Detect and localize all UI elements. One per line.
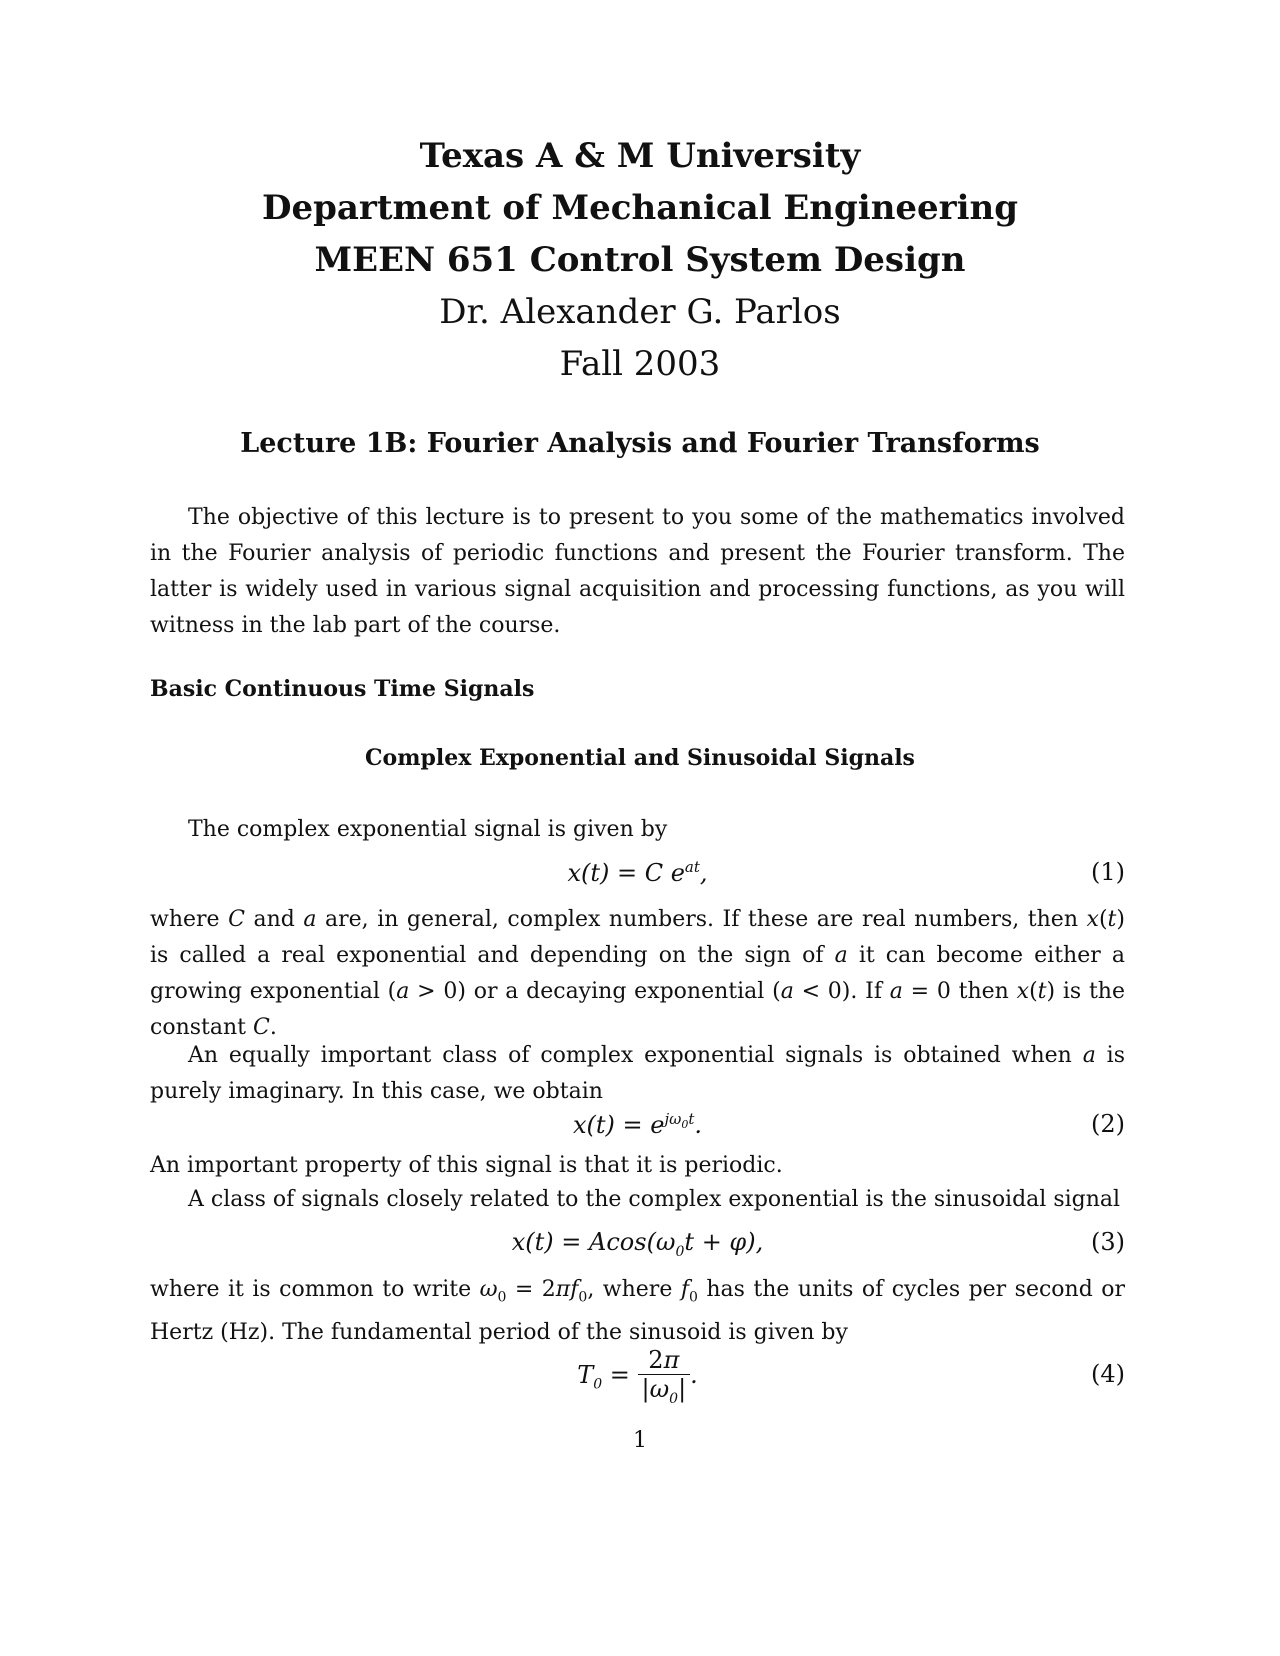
equation-4: $T_0$ = $\frac{2\pi}{|\omega_0|}$ . (4) xyxy=(577,1346,1125,1407)
equation-3: $x(t) = Acos(\omega_0t + \varphi)$, (3) xyxy=(511,1228,1125,1260)
department-title: Department of Mechanical Engineering xyxy=(261,188,1019,228)
paragraph-3: An equally important class of complex exponential signals is obtained when a is purely imaginary. In this case, we obtain xyxy=(150,1043,1125,1104)
paragraph-5: A class of signals closely related to the complex exponential is the sinusoidal signal xyxy=(188,1187,1121,1212)
paragraph-1: The complex exponential signal is given by xyxy=(188,817,668,842)
equation-4-number: (4) xyxy=(1091,1360,1125,1388)
lecture-title: Lecture 1B: Fourier Analysis and Fourier Transforms xyxy=(240,428,1040,459)
equation-2-number: (2) xyxy=(1091,1110,1125,1138)
section-title: Basic Continuous Time Signals xyxy=(150,676,535,702)
term: Fall 2003 xyxy=(559,344,721,384)
equation-1-number: (1) xyxy=(1091,858,1125,886)
paragraph-2: where C and a are, in general, complex numbers. If these are real numbers, then x(t) is called a real exponential and depending on the sign of a it can become either a growing exponential (a > 0) or a decaying exponential (a < 0). If a = 0 then x(t) is the constant C. xyxy=(150,907,1125,1040)
paragraph-6: where it is common to write $\omega_0 = 2\pi f_0$, where $f_0$ has the units of cycles per second or Hertz (Hz). The fundamental period of the sinusoid is given by xyxy=(150,1277,1126,1346)
equation-2: $x(t) = e^{j\omega_0t}$. (2) xyxy=(572,1110,1125,1139)
course-title: MEEN 651 Control System Design xyxy=(314,240,966,280)
paragraph-4: An important property of this signal is that it is periodic. xyxy=(150,1153,783,1178)
instructor-name: Dr. Alexander G. Parlos xyxy=(439,292,841,332)
page-number: 1 xyxy=(633,1428,647,1453)
subsection-title: Complex Exponential and Sinusoidal Signals xyxy=(365,745,915,771)
university-title: Texas A & M University xyxy=(419,136,861,176)
equation-1: x(t) = C $e^{at}$, (1) xyxy=(567,858,1125,887)
equation-3-number: (3) xyxy=(1091,1228,1125,1256)
intro-paragraph: The objective of this lecture is to present to you some of the mathematics involved in the Fourier analysis of periodic functions and present the Fourier transform. The latter is widely used in various signal acquisition and processing functions, as you will witness in the lab part of the course. xyxy=(150,505,1125,638)
